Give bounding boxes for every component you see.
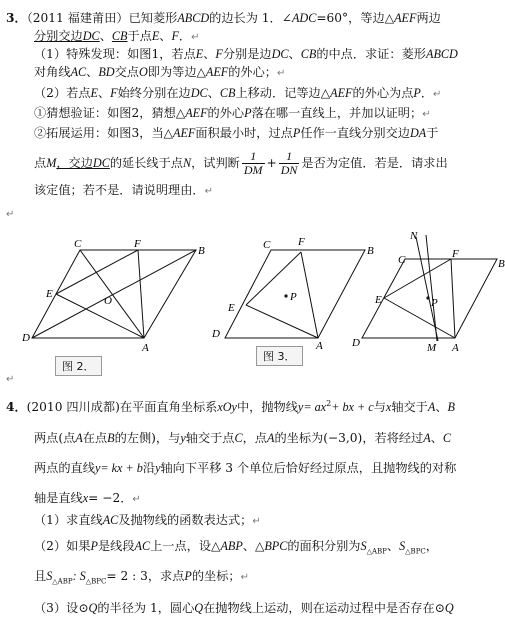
fig2-label-D: D — [212, 328, 220, 340]
fig3-label-P: P — [431, 297, 438, 309]
q4-line-2: 两点(点A在点B的左侧)，与y轴交于点C，点A的坐标为(−3,0)，若将经过A、C — [34, 431, 452, 445]
q3-part2-ii-line-3: 该定值；若不是．请说明理由．↵ — [34, 183, 214, 197]
fig3-label-E: E — [375, 294, 382, 306]
q3-part1-line-2: 对角线AC、BD交点O即为等边△AEF的外心；↵ — [34, 65, 286, 79]
return-mark-icon: ↵ — [191, 32, 200, 43]
fig2-label-E: E — [228, 302, 235, 314]
return-mark-icon: ↵ — [276, 68, 286, 79]
fig2-label-F: F — [298, 236, 305, 248]
q3-number: 3． — [6, 11, 27, 25]
fig3-label-D: D — [352, 337, 360, 349]
fig1-label-A: A — [142, 342, 149, 354]
fig1-label-F: F — [134, 238, 141, 250]
fig3-label-A: A — [452, 342, 459, 354]
fig3-label-C: C — [398, 254, 406, 266]
return-mark-icon: ↵ — [240, 572, 249, 583]
return-mark-icon: ↵ — [6, 209, 15, 220]
fraction-1-over-dn: $\frac{1}{DN}$ — [280, 149, 298, 177]
return-mark-icon: ↵ — [132, 494, 141, 505]
fig3-label-M: M — [427, 342, 437, 354]
fig3-label-F: F — [452, 248, 459, 260]
q4-line-1: 4．(2010 四川成都)在平面直角坐标系xOy中，抛物线$y= ax^2+$ bx + c与x轴交于A、B — [6, 399, 455, 415]
figure-1 — [32, 250, 196, 338]
q4-part-3: （3）设⊙Q的半径为 1，圆心Q在抛物线上运动，则在运动过程中是否存在⊙Q — [34, 601, 454, 615]
q4-part-2: （2）如果P是线段AC上一点，设△ABP、△BPC的面积分别为$S_{\triangle ABP}$、$S_{\triangle BPC}$， — [34, 539, 438, 556]
q4-line-4: 轴是直线x= −2．↵ — [34, 491, 141, 505]
q3-part2-i-line: ①猜想验证：如图2，猜想△AEF的外心P落在哪一直线上，并加以证明；↵ — [34, 106, 431, 120]
fig3-caption: 图 3． — [256, 346, 303, 366]
q3-line-1: 3．（2011 福建莆田）已知菱形ABCD的边长为 1．∠ADC=60°，等边△AEF两边 — [6, 11, 441, 25]
fig2-caption: 图 2． — [55, 356, 102, 376]
figure-3 — [362, 235, 497, 341]
q3-part2-ii-line-2: 点M，交边DC的延长线于点N，试判断 $\frac{1}{DM}$ + $\frac{1}{DN}$ 是否为定值．若是．请求出 — [34, 149, 448, 177]
q3-part2-ii-line: ②拓展运用：如图3，当△AEF面积最小时，过点P任作一直线分别交边DA于 — [34, 126, 439, 140]
fig1-label-E: E — [46, 288, 53, 300]
q4-part-2-line-2: 且$S_{\triangle ABP}$: $S_{\triangle BPC}= 2$ : 3，求点P的坐标；↵ — [34, 569, 249, 586]
fig3-point-P — [426, 296, 429, 299]
q4-line-3: 两点的直线y= kx + b沿y轴向下平移 3 个单位后恰好经过原点，且抛物线的对称 — [34, 461, 457, 475]
q3-part1-line-1: （1）特殊发现：如图1，若点E、F分别是边DC、CB的中点．求证：菱形ABCD — [34, 47, 458, 61]
fig1-label-B: B — [198, 245, 205, 257]
fig2-label-P: P — [290, 291, 297, 303]
fig1-label-C: C — [74, 238, 82, 250]
q3-line-2: 分别交边DC、CB于点E、F．↵ — [34, 29, 200, 43]
fig1-label-O: O — [104, 295, 112, 307]
q4-number: 4． — [6, 400, 27, 415]
return-mark-icon: ↵ — [422, 109, 431, 120]
fig2-label-C: C — [263, 239, 271, 251]
return-mark-icon: ↵ — [252, 516, 261, 527]
return-mark-icon: ↵ — [204, 186, 214, 197]
q3-part2-line: （2）若点E、F始终分别在边DC、CB上移动．记等边△AEF的外心为点P．↵ — [34, 86, 442, 100]
fig2-label-A: A — [316, 340, 323, 352]
fig1-label-D: D — [22, 332, 30, 344]
q4-part-1: （1）求直线AC及抛物线的函数表达式；↵ — [34, 513, 261, 527]
fig2-label-B: B — [367, 245, 374, 257]
fig2-point-P — [284, 294, 287, 297]
return-mark-icon: ↵ — [6, 374, 15, 385]
return-mark-icon: ↵ — [433, 89, 442, 100]
fraction-1-over-dm: $\frac{1}{DM}$ — [243, 149, 263, 177]
fig3-label-N: N — [410, 230, 418, 242]
fig3-label-B: B — [498, 258, 505, 270]
